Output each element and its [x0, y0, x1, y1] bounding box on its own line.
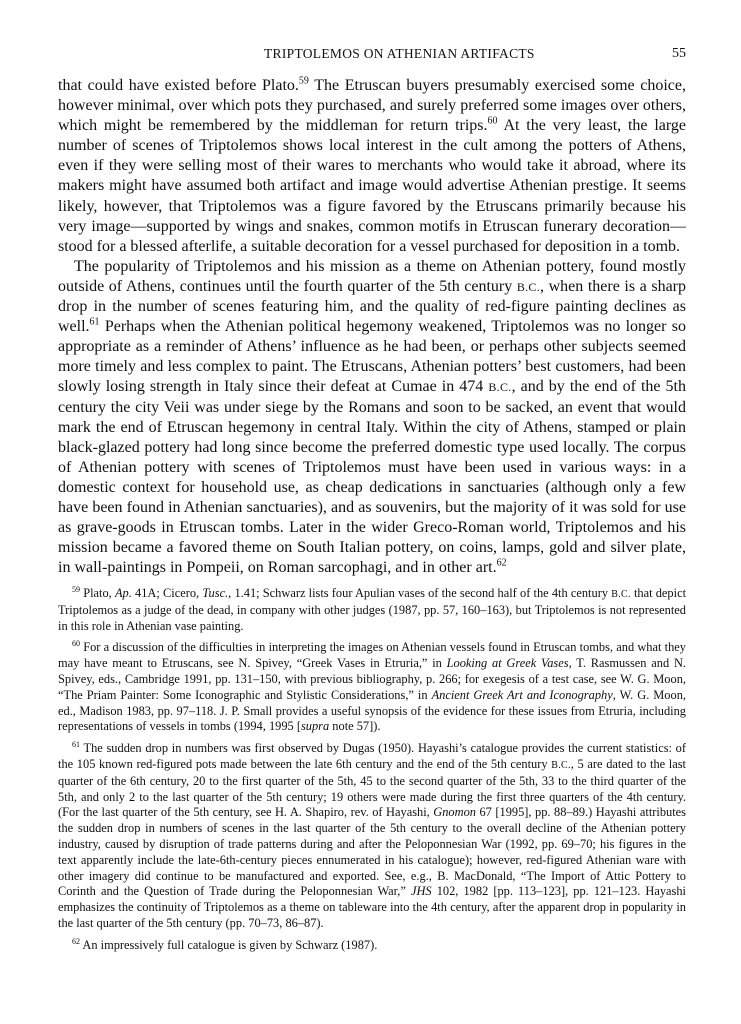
text-run: The sudden drop in numbers was first observed by Dugas (1950). Hayashi’s catalogue provides the current statistics: of the 105 known red-figured pots made between the late 6th century and the end of the 5th century — [58, 741, 686, 771]
footnote-61 — [58, 741, 686, 932]
text-run: The Etruscan buyers presumably exercised some choice, however minimal, over which pots they purchased, and surely preferred some images over others, which might be remembered by the middleman for return trips. — [58, 77, 687, 135]
footnote-62 — [58, 938, 686, 954]
text-run: , and by the end of the 5th century the city Veii was under siege by the Romans and soon to be sacked, an event that would mark the end of Etruscan hegemony in central Italy. Within the city of Athens, stamped or plain black-glazed pottery had long since become the preferred domestic type used locally. The corpus of Athenian pottery with scenes of Triptolemos must have been used in various ways: in a domestic context for household use, as cheap dedications in sanctuaries (although only a few have been found in Athenian sanctuaries), and as souvenirs, but the majority of it was sold for use as grave-goods in Etruscan tombs. Later in the wider Greco-Roman world, Triptolemos and his mission became a favored theme on South Italian pottery, on coins, lamps, gold and silver plate, in wall-paintings in Pompeii, on Roman sarcophagi, and in other art. — [58, 378, 687, 577]
italic-run: JHS — [410, 884, 432, 899]
italic-run: Ap. — [114, 586, 132, 600]
text-run: 67 [1995], pp. 88–89.) Hayashi attributes the sudden drop in numbers of scenes in the last quarter of the 5th century to the overall decline of the Athenian pottery industry, caused by disruption of trade patterns during and after the Peloponnesian War (1992, pp. 69–70; his figures in the text apparently include the late-6th-century pieces ennumerated in his catalogue); however, red-figured Athenian ware with other imagery did continue to be manufactured and exported. See, e.g., B. MacDonald, “The Import of Attic Pottery to Corinth and the Question of Trade during the Peloponnesian War,” — [58, 805, 686, 899]
footnote-ref: 60 — [487, 115, 498, 127]
page-header — [58, 46, 686, 64]
footnote-60 — [58, 640, 686, 735]
text-run: , W. G. Moon, ed., Madison 1983, pp. 97–118. J. P. Small provides a useful synopsis of the evidence for these issues from Etruria, including representations of vessels in tombs (1994, 1995 [ — [58, 687, 686, 734]
italic-run: Gnomon — [433, 805, 476, 820]
text-run: The popularity of Triptolemos and his mission as a theme on Athenian pottery, found mostly outside of Athens, continues until the fourth quarter of the 5th century — [58, 257, 686, 295]
footnote-ref: 59 — [298, 75, 309, 87]
italic-run: Ancient Greek Art and Iconography — [431, 687, 613, 702]
text-run: Plato, — [80, 586, 115, 600]
italic-run: Tusc. — [202, 586, 229, 600]
era-abbrev: B.C. — [516, 279, 541, 294]
text-run: , when there is a sharp drop in the number of scenes featuring him, and the quality of red-figure painting declines as well. — [58, 277, 686, 336]
page — [58, 0, 686, 1024]
text-run: For a discussion of the difficulties in interpreting the images on Athenian vessels found in Etruscan tombs, and what they may have meant to Etruscans, see N. Spivey, “Greek Vases in Etruria,” in — [58, 640, 686, 671]
footnote-number: 60 — [72, 639, 80, 649]
page-number: 55 — [672, 46, 686, 61]
text-run: 41A; Cicero, — [131, 586, 203, 600]
footnote-ref: 61 — [89, 316, 100, 328]
paragraph — [58, 76, 686, 257]
era-abbrev: B.C. — [488, 380, 512, 395]
main-text — [58, 76, 686, 578]
footnote-number: 59 — [72, 584, 80, 594]
footnote-59 — [58, 586, 686, 634]
era-abbrev: B.C. — [551, 759, 571, 771]
text-run: , 1.41; Schwarz lists four Apulian vases of the second half of the 4th century — [228, 586, 612, 600]
text-run: that depict Triptolemos as a judge of the dead, in company with other judges (1987, pp. 57, 160–163), but Triptolemos is not represented in this role in Athenian vase painting. — [58, 586, 687, 633]
footnotes — [58, 586, 686, 960]
text-run: note 57]). — [329, 719, 381, 734]
italic-run: Looking at Greek Vases — [446, 656, 569, 671]
text-run: At the very least, the large number of scenes of Triptolemos shows local interest in the cult among the potters of Athens, even if they were selling most of their wares to merchants who would take it abroad, where its makers might have assumed both artifact and image would advertise Athenian prestige. It seems likely, however, that Triptolemos was a figure favored by the Etruscans primarily because his very image—supported by wings and snakes, common motifs in Etruscan funerary decoration—stood for a blessed afterlife, a suitable decoration for a vessel purchased for deposition in a tomb. — [58, 117, 687, 255]
text-run: that could have existed before Plato. — [58, 77, 299, 94]
italic-run: supra — [300, 719, 330, 734]
running-head: TRIPTOLEMOS ON ATHENIAN ARTIFACTS — [264, 46, 535, 61]
text-run: 102, 1982 [pp. 113–123], pp. 121–123. Hayashi emphasizes the continuity of Triptolemos as a theme on tableware into the 4th century, after the apparent drop in popularity in the last quarter of the 5th century (pp. 70–73, 86–87). — [58, 884, 686, 930]
text-run: Perhaps when the Athenian political hegemony weakened, Triptolemos was no longer so appropriate as a reminder of Athens’ influence as he had been, or perhaps other subjects seemed more timely and less complex to paint. The Etruscans, Athenian potters’ best customers, had been slowly losing strength in Italy since their defeat at Cumae in 474 — [58, 318, 686, 396]
footnote-ref: 62 — [496, 557, 507, 569]
text-run: , T. Rasmussen and N. Spivey, eds., Cambridge 1991, pp. 131–150, with previous bibliography, p. 266; for exegesis of a test case, see W. G. Moon, “The Priam Painter: Some Iconographic and Stylistic Considerations,” in — [58, 656, 686, 702]
footnote-number: 62 — [72, 936, 80, 946]
era-abbrev: B.C. — [611, 589, 631, 600]
text-run: An impressively full catalogue is given by Schwarz (1987). — [80, 937, 378, 952]
paragraph — [58, 257, 686, 579]
text-run: , 5 are dated to the last quarter of the 6th century, 20 to the first quarter of the 5th, 45 to the second quarter of the 5th, 33 to the third quarter of the 5th, and only 2 to the last quarter of the 5th century; 19 others were made during the first three quarters of the 4th century. (For the last quarter of the 5th century, see H. A. Shapiro, rev. of Hayashi, — [58, 756, 687, 820]
footnote-number: 61 — [72, 740, 80, 750]
